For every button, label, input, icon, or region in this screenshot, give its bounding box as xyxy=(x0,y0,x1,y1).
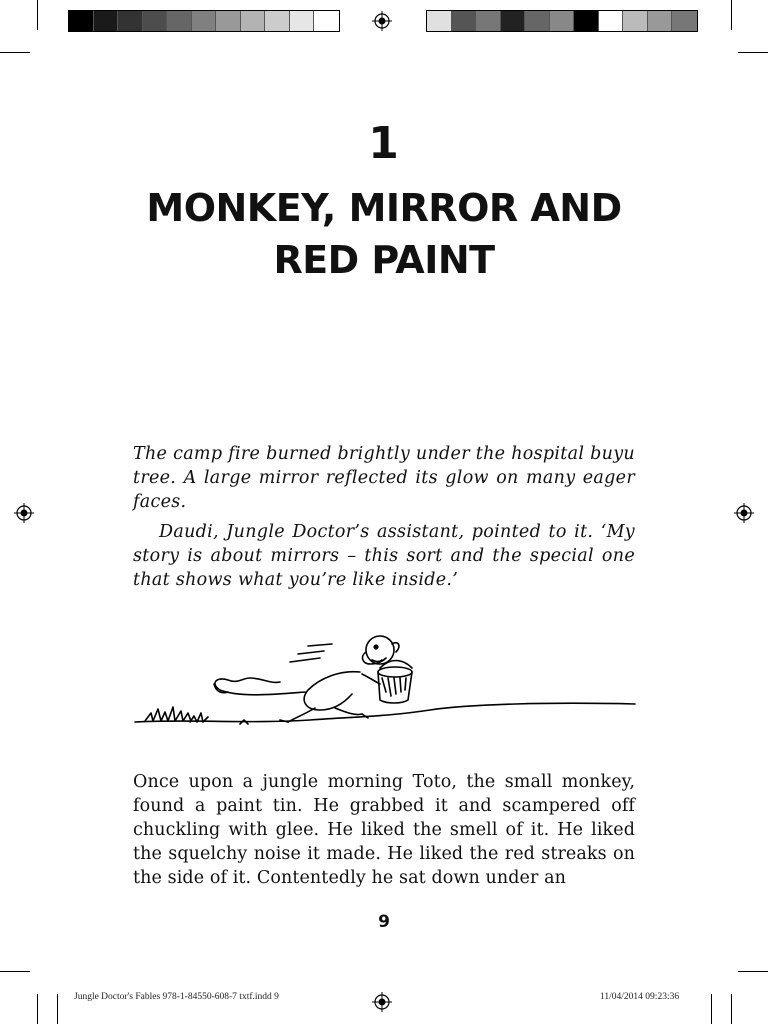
slug-filename: Jungle Doctor's Fables 978-1-84550-608-7 txtf.indd 9 xyxy=(74,992,279,1002)
grayscale-color-bar-left xyxy=(68,10,340,32)
crop-mark xyxy=(731,0,732,30)
color-swatch xyxy=(476,11,501,31)
color-swatch xyxy=(648,11,673,31)
color-swatch xyxy=(314,11,339,31)
color-swatch xyxy=(574,11,599,31)
crop-mark xyxy=(711,994,712,1024)
color-swatch xyxy=(623,11,648,31)
body-text xyxy=(133,770,635,890)
color-swatch xyxy=(265,11,290,31)
color-swatch xyxy=(241,11,266,31)
color-swatch xyxy=(452,11,477,31)
color-swatch xyxy=(118,11,143,31)
registration-mark-icon xyxy=(372,11,392,31)
intro-paragraph: The camp fire burned brightly under the hospital buyu tree. A large mirror reflected its glow on many eager faces. xyxy=(133,444,635,512)
crop-mark xyxy=(0,52,30,53)
chapter-title: MONKEY, MIRROR AND RED PAINT xyxy=(146,186,622,282)
color-swatch xyxy=(69,11,94,31)
color-swatch xyxy=(290,11,315,31)
color-swatch xyxy=(501,11,526,31)
page-number: 9 xyxy=(378,912,390,932)
registration-mark-icon xyxy=(372,992,392,1012)
intro-paragraph: Daudi, Jungle Doctor’s assistant, pointed to it. ‘My story is about mirrors – this sort and the special one that shows what you’re like inside.’ xyxy=(133,522,635,590)
monkey-carrying-paint-tin-illustration xyxy=(130,622,640,742)
chapter-number: 1 xyxy=(368,118,400,169)
registration-mark-icon xyxy=(14,503,34,523)
color-swatch xyxy=(550,11,575,31)
crop-mark xyxy=(731,994,732,1024)
crop-mark xyxy=(0,971,30,972)
slug-datetime: 11/04/2014 09:23:36 xyxy=(600,992,680,1002)
crop-mark xyxy=(738,971,768,972)
color-swatch xyxy=(167,11,192,31)
color-swatch xyxy=(216,11,241,31)
crop-mark xyxy=(738,52,768,53)
chapter-intro xyxy=(133,442,635,598)
color-swatch xyxy=(427,11,452,31)
color-swatch xyxy=(143,11,168,31)
color-swatch xyxy=(525,11,550,31)
registration-mark-icon xyxy=(734,503,754,523)
crop-mark xyxy=(37,994,38,1024)
crop-mark xyxy=(37,0,38,30)
grayscale-color-bar-right xyxy=(426,10,698,32)
color-swatch xyxy=(672,11,697,31)
color-swatch xyxy=(192,11,217,31)
body-paragraph: Once upon a jungle morning Toto, the small monkey, found a paint tin. He grabbed it and scampered off chuckling with glee. He liked the smell of it. He liked the squelchy noise it made. He liked the red streaks on the side of it. Contentedly he sat down under an xyxy=(133,772,635,888)
crop-mark xyxy=(57,994,58,1024)
color-swatch xyxy=(94,11,119,31)
color-swatch xyxy=(599,11,624,31)
